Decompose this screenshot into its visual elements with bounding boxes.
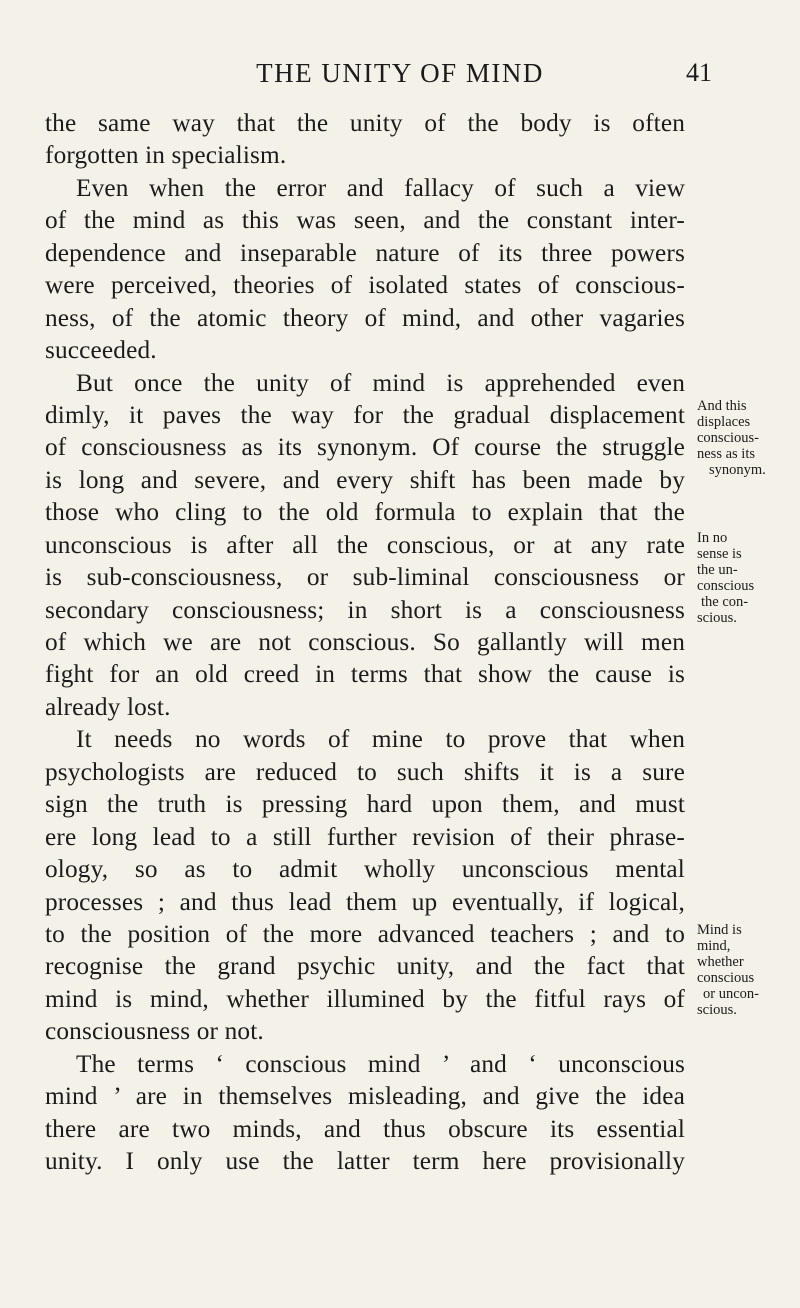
text-line: unconscious is after all the conscious, or at any rate — [45, 530, 685, 559]
side-note-line: sense is — [697, 546, 742, 562]
text-line: The terms ‘ conscious mind ’ and ‘ unconscious — [76, 1049, 685, 1078]
text-line: processes ; and thus lead them up eventually, if logical, — [45, 887, 685, 916]
text-line: dimly, it paves the way for the gradual displacement — [45, 400, 685, 429]
text-line: But once the unity of mind is apprehended even — [76, 368, 685, 397]
text-line: already lost. — [45, 692, 171, 721]
text-line: recognise the grand psychic unity, and the fact that — [45, 952, 685, 981]
side-note-line: conscious- — [697, 430, 760, 446]
text-line: there are two minds, and thus obscure its essential — [45, 1114, 685, 1143]
text-line: is sub-consciousness, or sub-liminal consciousness or — [45, 563, 685, 592]
text-line: to the position of the more advanced teachers ; and to — [45, 919, 685, 948]
side-note-line: conscious — [697, 578, 755, 594]
body-text — [45, 107, 685, 1177]
text-line: psychologists are reduced to such shifts it is a sure — [45, 757, 685, 786]
text-line: It needs no words of mine to prove that when — [76, 725, 685, 754]
text-line: sign the truth is pressing hard upon them, and must — [45, 790, 685, 819]
side-note-line: synonym. — [709, 462, 766, 478]
text-line: consciousness or not. — [45, 1017, 264, 1046]
running-title: THE UNITY OF MIND — [256, 58, 544, 88]
text-line: succeeded. — [45, 336, 157, 365]
text-line: mind ’ are in themselves misleading, and give the idea — [45, 1082, 685, 1111]
text-line: dependence and inseparable nature of its three powers — [45, 238, 685, 267]
text-line: is long and severe, and every shift has been made by — [45, 465, 685, 494]
text-line: forgotten in specialism. — [45, 141, 287, 170]
side-note-line: scious. — [697, 610, 737, 626]
text-line: ology, so as to admit wholly unconscious mental — [45, 855, 685, 884]
text-line: ness, of the atomic theory of mind, and other vagaries — [45, 303, 685, 332]
text-line: fight for an old creed in terms that show the cause is — [45, 660, 685, 689]
side-note-line: mind, — [697, 938, 731, 954]
text-line: ere long lead to a still further revision of their phrase- — [45, 822, 685, 851]
side-note-line: the con- — [701, 594, 749, 610]
text-line: of consciousness as its synonym. Of course the struggle — [45, 433, 685, 462]
side-note-line: conscious — [697, 970, 755, 986]
side-note-displaces-consciousness — [697, 398, 797, 478]
side-note-line: scious. — [697, 1002, 737, 1018]
side-note-line: ness as its — [697, 446, 755, 462]
side-note-line: the un- — [697, 562, 738, 578]
text-line: of which we are not conscious. So gallantly will men — [45, 628, 685, 656]
side-note-line: And this — [697, 398, 747, 414]
side-note-line: Mind is — [697, 922, 742, 938]
page-header — [0, 52, 800, 102]
side-note-line: or uncon- — [703, 986, 759, 1002]
text-line: of the mind as this was seen, and the constant inter- — [45, 206, 685, 235]
side-note-unconscious — [697, 530, 797, 626]
side-note-line: whether — [697, 954, 744, 970]
text-line: the same way that the unity of the body is often — [45, 109, 685, 137]
side-note-line: displaces — [697, 414, 751, 430]
text-line: secondary consciousness; in short is a consciousness — [45, 595, 685, 624]
text-line: unity. I only use the latter term here provisionally — [45, 1147, 685, 1175]
text-line: were perceived, theories of isolated states of conscious- — [45, 271, 685, 300]
side-note-line: In no — [697, 530, 728, 546]
page-number: 41 — [686, 58, 712, 87]
text-line: mind is mind, whether illumined by the fitful rays of — [45, 984, 685, 1013]
text-line: those who cling to the old formula to explain that the — [45, 498, 685, 527]
side-note-mind-is-mind — [697, 922, 797, 1018]
text-line: Even when the error and fallacy of such a view — [76, 173, 685, 202]
